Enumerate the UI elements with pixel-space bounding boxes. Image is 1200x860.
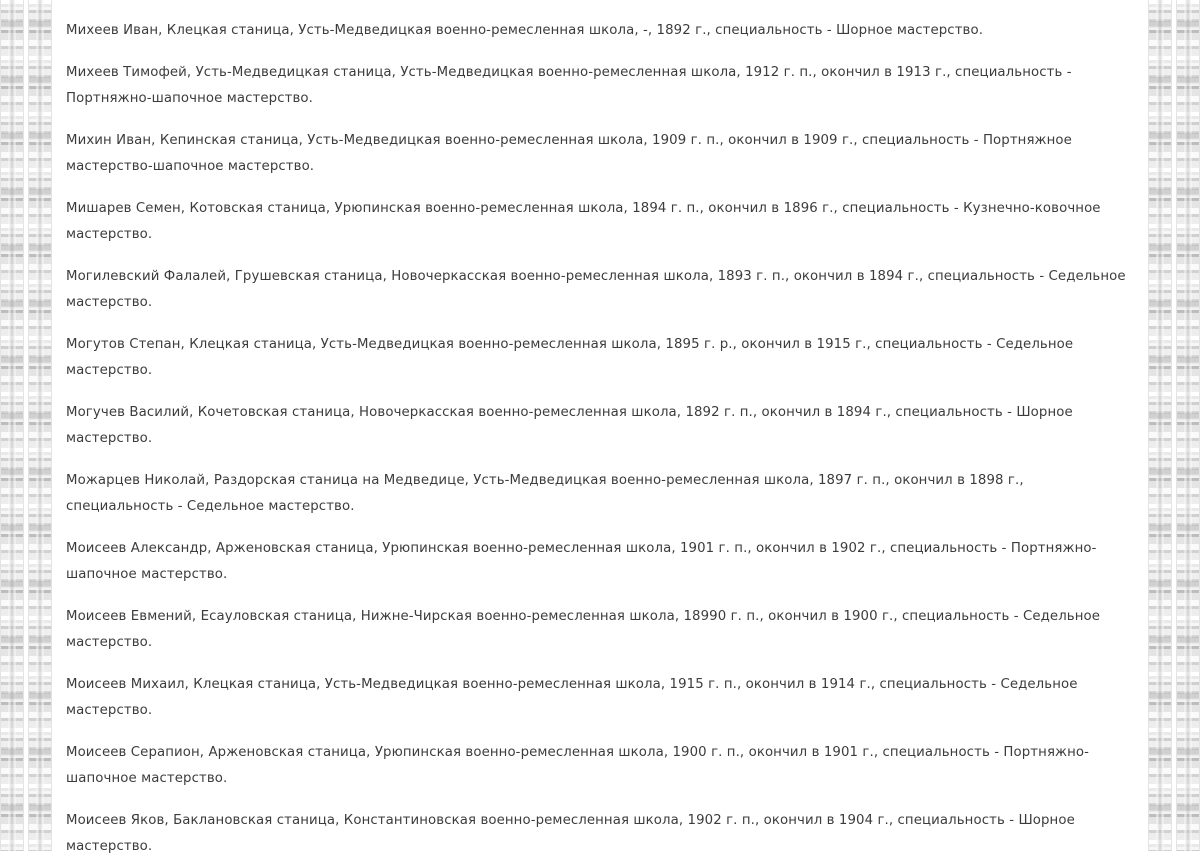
list-item: Моисеев Серапион, Арженовская станица, Урюпинская военно-ремесленная школа, 1900 г. п., окончил в 1901 г., специальность - Портняжно-шапочное мастерство.: [66, 745, 1090, 786]
list-item: Мишарев Семен, Котовская станица, Урюпинская военно-ремесленная школа, 1894 г. п., окончил в 1896 г., специальность - Кузнечно-ковочное мастерство.: [66, 201, 1101, 242]
list-item: Моисеев Яков, Баклановская станица, Константиновская военно-ремесленная школа, 1902 г. п., окончил в 1904 г., специальность - Шорное мастерство.: [66, 813, 1075, 854]
left-ornamental-border: [0, 0, 52, 851]
baluster-ornament-icon: [1148, 0, 1172, 851]
list-item: Можарцев Николай, Раздорская станица на Медведице, Усть-Медведицкая военно-ремесленная школа, 1897 г. п., окончил в 1898 г., специальность - Седельное мастерство.: [66, 473, 1024, 514]
baluster-ornament-icon: [0, 0, 24, 851]
list-item: Михин Иван, Кепинская станица, Усть-Медведицкая военно-ремесленная школа, 1909 г. п., окончил в 1909 г., специальность - Портняжное мастерство-шапочное мастерство.: [66, 133, 1072, 174]
list-item: Могилевский Фалалей, Грушевская станица, Новочеркасская военно-ремесленная школа, 1893 г. п., окончил в 1894 г., специальность - Седельное мастерство.: [66, 269, 1126, 310]
baluster-ornament-icon: [28, 0, 52, 851]
document-body: [52, 0, 1148, 860]
list-item: Михеев Тимофей, Усть-Медведицкая станица, Усть-Медведицкая военно-ремесленная школа, 1912 г. п., окончил в 1913 г., специальность - Портняжно-шапочное мастерство.: [66, 65, 1072, 106]
list-item: Могутов Степан, Клецкая станица, Усть-Медведицкая военно-ремесленная школа, 1895 г. р., окончил в 1915 г., специальность - Седельное мастерство.: [66, 337, 1074, 378]
list-item: Моисеев Евмений, Есауловская станица, Нижне-Чирская военно-ремесленная школа, 18990 г. п., окончил в 1900 г., специальность - Седельное мастерство.: [66, 609, 1101, 650]
baluster-ornament-icon: [1176, 0, 1200, 851]
list-item: Михеев Иван, Клецкая станица, Усть-Медведицкая военно-ремесленная школа, -, 1892 г., специальность - Шорное мастерство.: [66, 23, 984, 38]
right-ornamental-border: [1148, 0, 1200, 851]
list-item: Моисеев Александр, Арженовская станица, Урюпинская военно-ремесленная школа, 1901 г. п., окончил в 1902 г., специальность - Портняжно-шапочное мастерство.: [66, 541, 1097, 582]
list-item: Моисеев Михаил, Клецкая станица, Усть-Медведицкая военно-ремесленная школа, 1915 г. п., окончил в 1914 г., специальность - Седельное мастерство.: [66, 677, 1078, 718]
list-item: Могучев Василий, Кочетовская станица, Новочеркасская военно-ремесленная школа, 1892 г. п., окончил в 1894 г., специальность - Шорное мастерство.: [66, 405, 1073, 446]
